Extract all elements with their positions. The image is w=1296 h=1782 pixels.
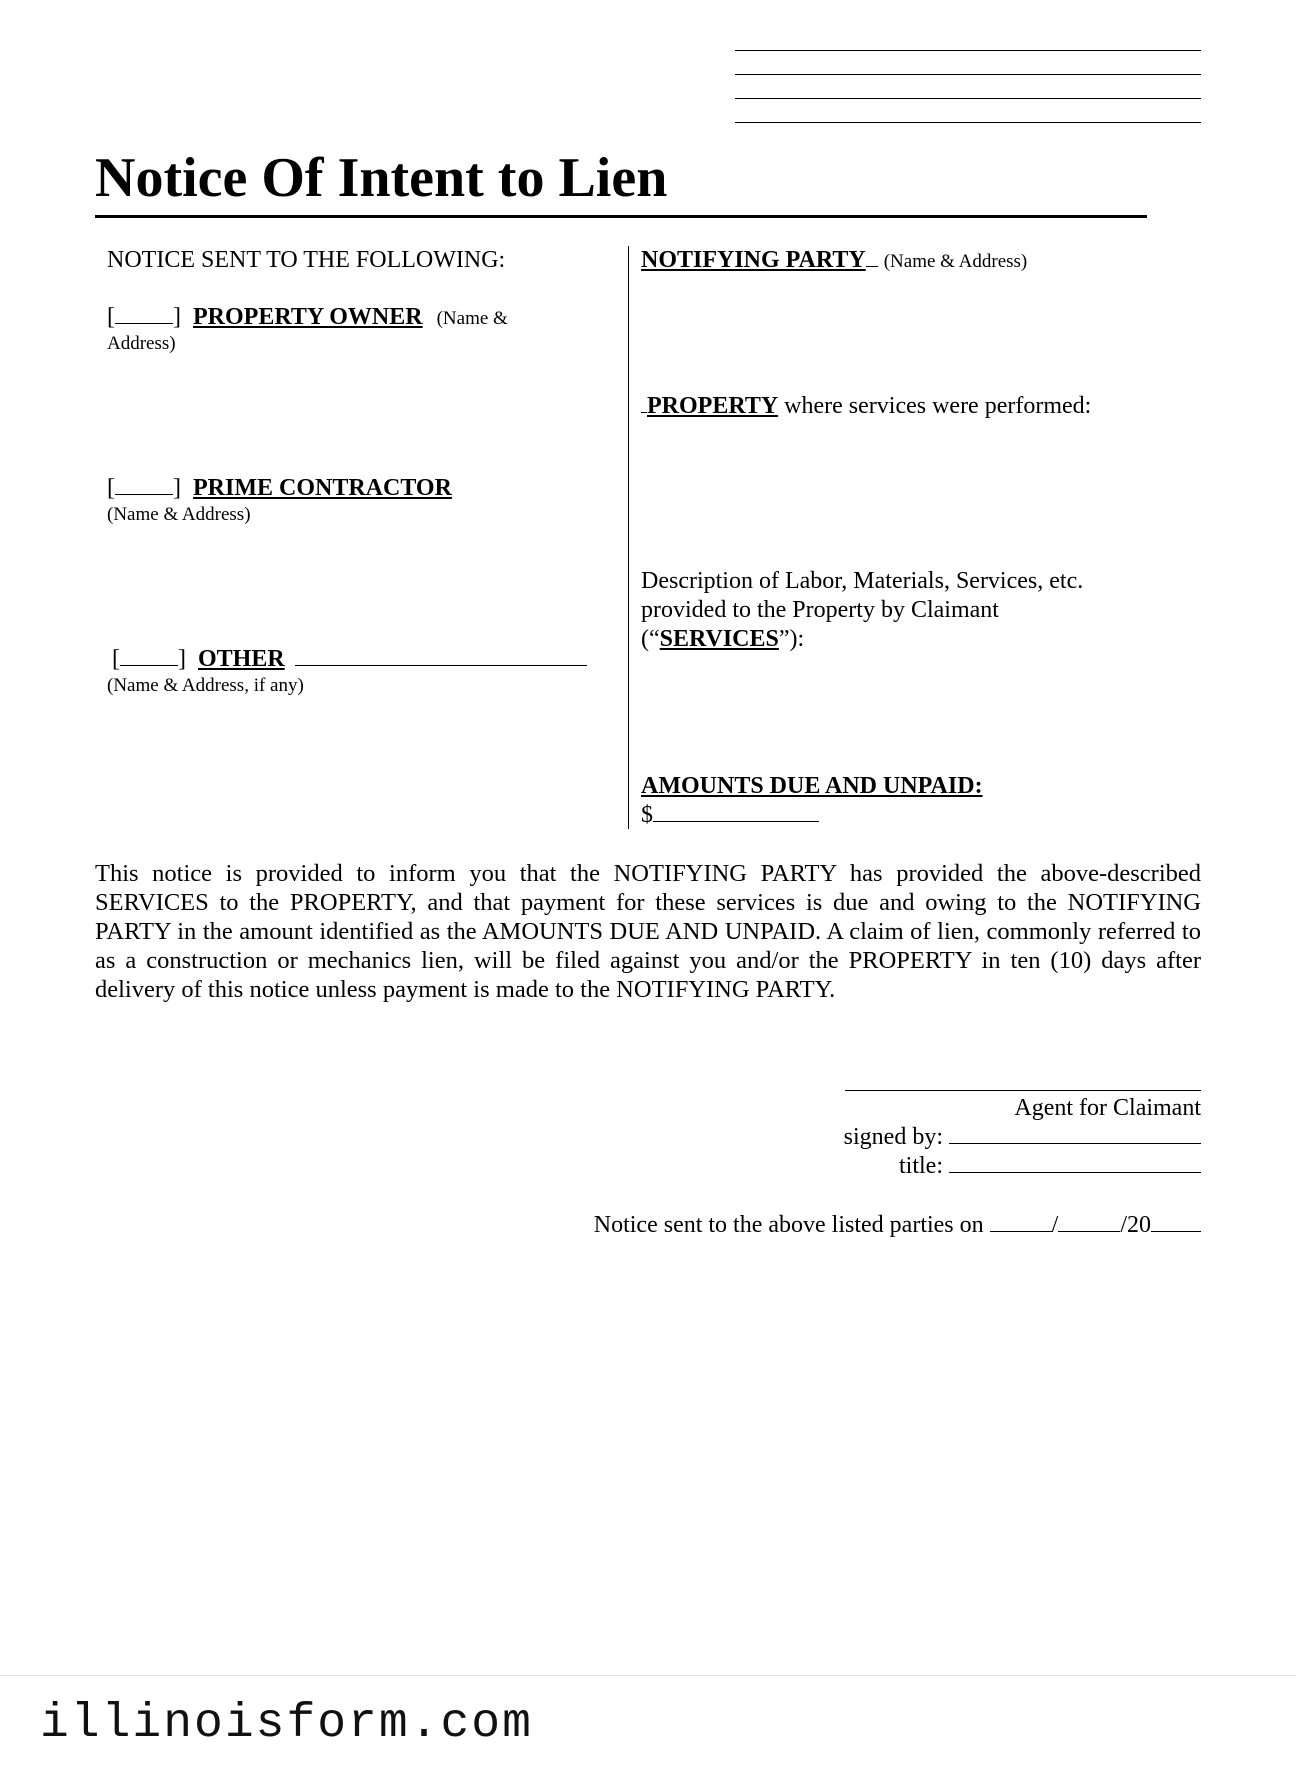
property-label: PROPERTY (647, 393, 779, 419)
header-blank-line-2[interactable] (735, 74, 1201, 75)
date-day-field[interactable] (1058, 1211, 1120, 1232)
header-blank-line-4[interactable] (735, 122, 1201, 123)
dollar-sign: $ (641, 802, 653, 828)
agent-for-claimant-label: Agent for Claimant (1014, 1095, 1201, 1121)
services-desc-line-3 (641, 625, 804, 654)
property-owner-note: (Name & (436, 308, 508, 329)
footer-divider (0, 1675, 1296, 1676)
amounts-due-label: AMOUNTS DUE AND UNPAID: (641, 773, 983, 799)
notice-paragraph: This notice is provided to inform you that the NOTIFYING PARTY has provided the above-described SERVICES to the PROPERTY, and that payment for these services is due and owing to the NOTIFYING PARTY in the amount identified as the AMOUNTS DUE AND UNPAID. A claim of lien, commonly referred to as a construction or mechanics lien, will be filed against you and/or the PROPERTY in ten (10) days after delivery of this notice unless payment is made to the NOTIFYING PARTY. (95, 860, 1201, 1003)
notifying-party-label: NOTIFYING PARTY (641, 247, 866, 273)
other-label: OTHER (198, 646, 285, 672)
prime-contractor-checkbox[interactable]: [ ] (107, 475, 181, 501)
title-divider (95, 215, 1147, 218)
services-desc-line-2: provided to the Property by Claimant (641, 597, 999, 623)
notice-date-row (594, 1211, 1201, 1240)
property-owner-label: PROPERTY OWNER (193, 304, 423, 330)
property-owner-checkbox[interactable]: [ ] (107, 304, 181, 330)
prime-contractor-row (107, 474, 452, 503)
title-field[interactable] (949, 1152, 1201, 1173)
services-label: SERVICES (659, 626, 779, 652)
amount-row (641, 801, 819, 830)
property-text: where services were performed: (784, 393, 1092, 419)
notifying-party-row (641, 246, 1027, 275)
date-year-field[interactable] (1151, 1211, 1201, 1232)
title-row (899, 1152, 1201, 1181)
property-owner-row (107, 303, 508, 332)
other-row (112, 645, 587, 674)
column-divider (628, 246, 629, 829)
signed-by-row (844, 1123, 1201, 1152)
other-note: (Name & Address, if any) (107, 675, 304, 696)
page-title: Notice Of Intent to Lien (95, 147, 668, 209)
property-row (641, 392, 1091, 421)
date-month-field[interactable] (990, 1211, 1052, 1232)
site-watermark: illinoisform.com (40, 1697, 533, 1751)
signed-by-label: signed by: (843, 1124, 943, 1150)
signed-by-field[interactable] (949, 1123, 1201, 1144)
property-owner-note-cont: Address) (107, 333, 176, 354)
agent-signature-line[interactable] (845, 1090, 1201, 1091)
other-checkbox[interactable]: [ ] (112, 646, 186, 672)
notice-sent-text: Notice sent to the above listed parties on (593, 1212, 984, 1238)
prime-contractor-label: PRIME CONTRACTOR (193, 475, 452, 501)
header-blank-line-1[interactable] (735, 50, 1201, 51)
date-slash: / (1051, 1212, 1059, 1238)
services-open-quote: (“ (641, 626, 660, 652)
date-year-prefix: /20 (1120, 1212, 1151, 1238)
title-label: title: (899, 1153, 943, 1179)
header-blank-line-3[interactable] (735, 98, 1201, 99)
amount-blank-field[interactable] (653, 801, 819, 822)
services-close-quote: ”): (778, 626, 805, 652)
notice-sent-header: NOTICE SENT TO THE FOLLOWING: (107, 247, 506, 273)
services-desc-line-1: Description of Labor, Materials, Services, etc. (641, 568, 1084, 594)
notifying-party-note: (Name & Address) (883, 251, 1028, 272)
other-blank-field[interactable] (295, 645, 587, 666)
prime-contractor-note: (Name & Address) (107, 504, 251, 525)
